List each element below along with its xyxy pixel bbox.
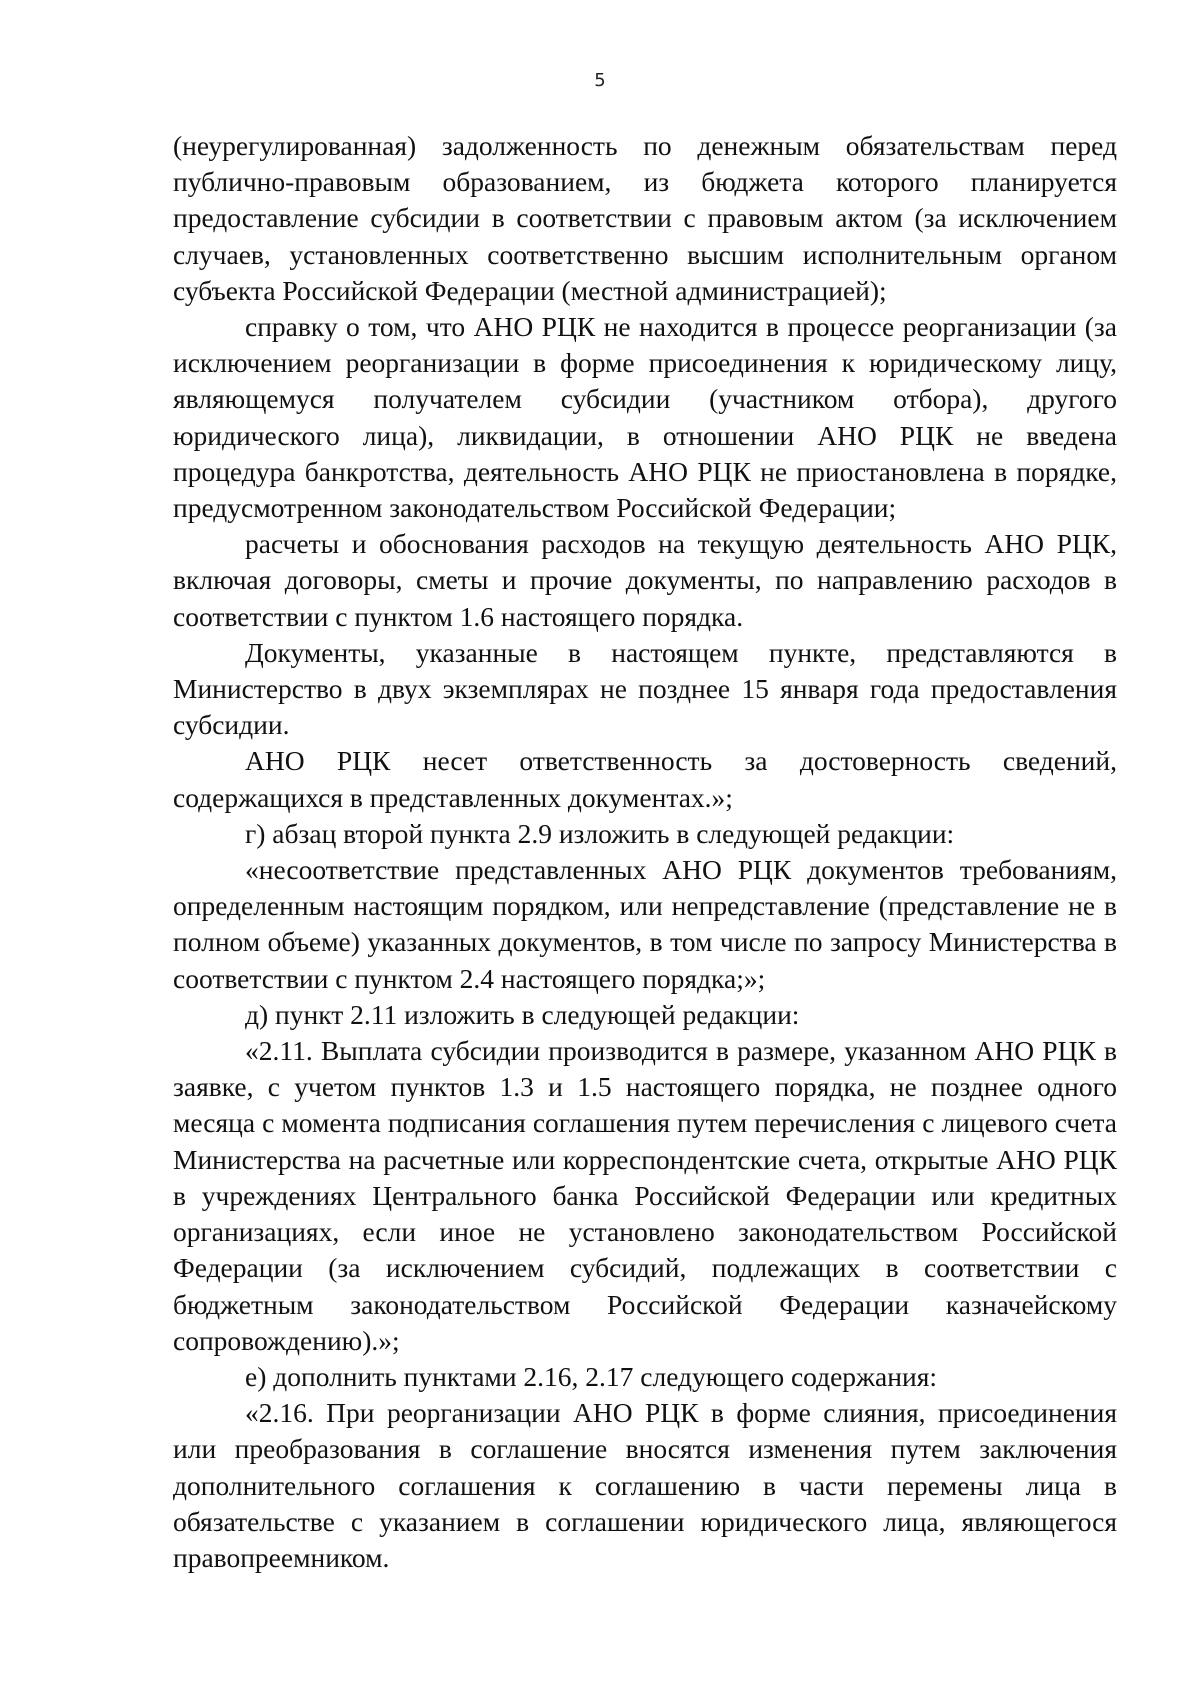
paragraph-amendment-g: г) абзац второй пункта 2.9 изложить в следующей редакции:	[245, 817, 955, 849]
paragraph-noncompliance: «несоответствие представленных АНО РЦК документов требованиям, определенным настоящим порядком, или непредставление (представление не в полном объеме) указанных документов, в том числе по запросу Министерства в соответствии с пунктом 2.4 настоящего порядка;»;	[173, 854, 1117, 994]
page-number: 5	[594, 70, 606, 91]
paragraph-reorganization-certificate: справку о том, что АНО РЦК не находится в процессе реорганизации (за исключением реорганизации в форме присоединения к юридическому лицу, являющемуся получателем субсидии (участником отбора), другого юридического лица), ликвидации, в отношении АНО РЦК не введена процедура банкротства, деятельность АНО РЦК не приостановлена в порядке, предусмотренном законодательством Российской Федерации;	[173, 311, 1117, 524]
paragraph-debt-continuation: (неурегулированная) задолженность по денежным обязательствам перед публично-правовым образованием, из бюджета которого планируется предоставление субсидии в соответствии с правовым актом (за исключением случаев, установленных соответственно высшим исполнительным органом субъекта Российской Федерации (местной администрацией);	[173, 130, 1117, 306]
document-body	[173, 128, 1117, 1576]
paragraph-expense-calculations: расчеты и обоснования расходов на текущую деятельность АНО РЦК, включая договоры, сметы и прочие документы, по направлению расходов в соответствии с пунктом 1.6 настоящего порядка.	[173, 528, 1117, 632]
paragraph-clause-2-11: «2.11. Выплата субсидии производится в размере, указанном АНО РЦК в заявке, с учетом пунктов 1.3 и 1.5 настоящего порядка, не позднее одного месяца с момента подписания соглашения путем перечисления с лицевого счета Министерства на расчетные или корреспондентские счета, открытые АНО РЦК в учреждениях Центрального банка Российской Федерации или кредитных организациях, если иное не установлено законодательством Российской Федерации (за исключением субсидий, подлежащих в соответствии с бюджетным законодательством Российской Федерации казначейскому сопровождению).»;	[173, 1035, 1117, 1356]
paragraph-responsibility: АНО РЦК несет ответственность за достоверность сведений, содержащихся в представленных документах.»;	[173, 745, 1117, 813]
paragraph-clause-2-16: «2.16. При реорганизации АНО РЦК в форме слияния, присоединения или преобразования в соглашение вносятся изменения путем заключения дополнительного соглашения к соглашению в части перемены лица в обязательстве с указанием в соглашении юридического лица, являющегося правопреемником.	[173, 1397, 1117, 1573]
paragraph-documents-submission: Документы, указанные в настоящем пункте, представляются в Министерство в двух экземплярах не позднее 15 января года предоставления субсидии.	[173, 636, 1117, 741]
paragraph-amendment-e: е) дополнить пунктами 2.16, 2.17 следующего содержания:	[245, 1360, 937, 1392]
paragraph-amendment-d: д) пункт 2.11 изложить в следующей редакции:	[245, 998, 800, 1030]
